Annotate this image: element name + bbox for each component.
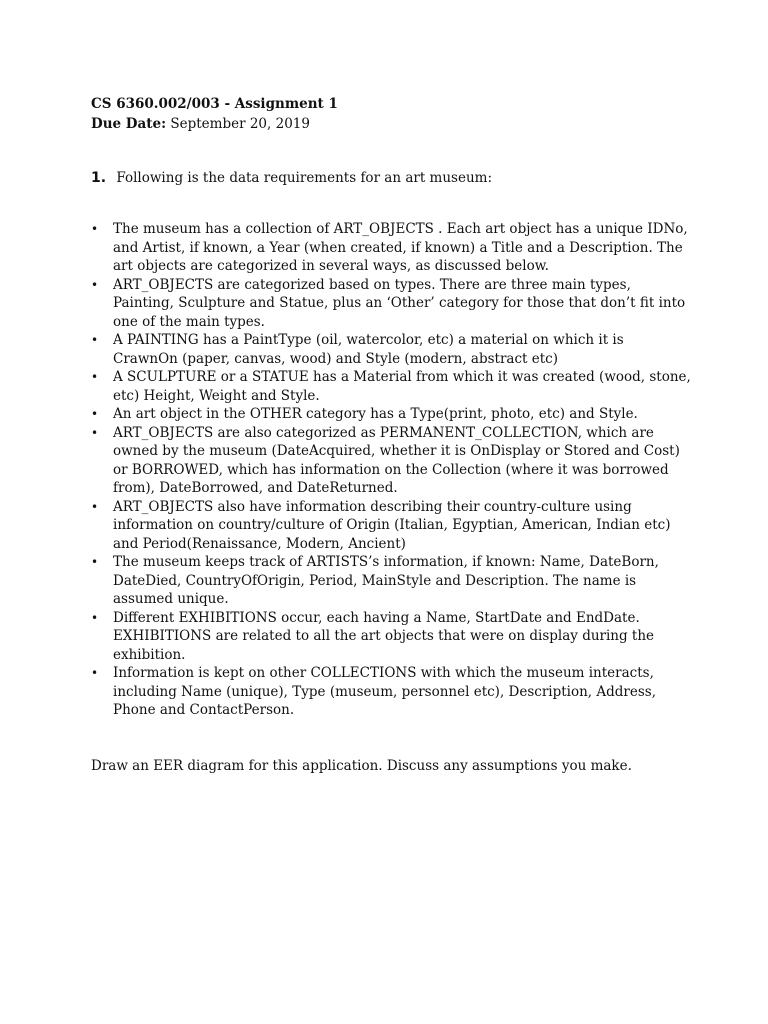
- requirement-text: ART_OBJECTS also have information describing their country-culture using information on country/culture of Origin (Italian, Egyptian, American, Indian etc) and Period(Renaissance, Modern, Ancient): [113, 498, 671, 552]
- requirement-text: The museum has a collection of ART_OBJECTS . Each art object has a unique IDNo, and Artist, if known, a Year (when created, if known) a Title and a Description. The art objects are categorized in several ways, as discussed below.: [113, 221, 688, 274]
- bullet-icon: •: [91, 555, 99, 569]
- requirement-item: [91, 368, 691, 405]
- document-content: [91, 94, 691, 776]
- requirement-item: [91, 331, 691, 368]
- requirement-item: [91, 664, 691, 720]
- bullet-icon: •: [91, 425, 99, 440]
- requirement-text: Information is kept on other COLLECTIONS with which the museum interacts, including Name (unique), Type (museum, personnel etc), Description, Address, Phone and ContactPerson.: [113, 665, 657, 718]
- bullet-icon: •: [91, 333, 99, 347]
- requirement-text: A SCULPTURE or a STATUE has a Material from which it was created (wood, stone, etc) Height, Weight and Style.: [113, 369, 691, 404]
- question-number: 1.: [91, 170, 107, 186]
- closing-instruction: Draw an EER diagram for this application. Discuss any assumptions you make.: [91, 757, 632, 774]
- bullet-icon: •: [91, 407, 99, 421]
- requirement-text: Different EXHIBITIONS occur, each having a Name, StartDate and EndDate. EXHIBITIONS are related to all the art objects that were on display during the exhibition.: [113, 609, 655, 663]
- requirement-item: [91, 220, 691, 276]
- question-text: Following is the data requirements for an art museum:: [116, 170, 493, 186]
- bullet-icon: •: [91, 499, 99, 514]
- due-date-value: September 20, 2019: [170, 116, 310, 132]
- requirement-item: [91, 553, 691, 609]
- bullet-icon: •: [91, 222, 99, 236]
- bullet-icon: •: [91, 666, 99, 680]
- requirement-text: A PAINTING has a PaintType (oil, watercolor, etc) a material on which it is CrawnOn (paper, canvas, wood) and Style (modern, abstract etc): [113, 332, 624, 367]
- bullet-icon: •: [91, 610, 99, 625]
- requirement-item: [91, 405, 691, 424]
- requirement-text: ART_OBJECTS are categorized based on types. There are three main types, Painting, Sculpture and Statue, plus an ‘Other’ category for those that don’t fit into one of the main types.: [113, 276, 686, 330]
- requirement-text: The museum keeps track of ARTISTS’s information, if known: Name, DateBorn, DateDied, CountryOfOrigin, Period, MainStyle and Description. The name is assumed unique.: [113, 554, 659, 607]
- course-title: CS 6360.002/003 - Assignment 1: [91, 96, 338, 112]
- due-date-label: Due Date:: [91, 116, 167, 132]
- requirement-item: [91, 609, 691, 665]
- bullet-icon: •: [91, 370, 99, 384]
- bullet-icon: •: [91, 277, 99, 292]
- question-heading: [91, 168, 691, 188]
- requirement-item: [91, 276, 691, 332]
- requirements-list: [91, 220, 691, 720]
- requirement-text: ART_OBJECTS are also categorized as PERMANENT_COLLECTION, which are owned by the museum (DateAcquired, whether it is OnDisplay or Stored and Cost) or BORROWED, which has information on the Collection (where it was borrowed from), DateBorrowed, and DateReturned.: [113, 424, 680, 496]
- requirement-item: [91, 424, 691, 498]
- requirement-item: [91, 498, 691, 554]
- requirement-text: An art object in the OTHER category has a Type(print, photo, etc) and Style.: [113, 406, 638, 422]
- due-date-line: [91, 114, 691, 134]
